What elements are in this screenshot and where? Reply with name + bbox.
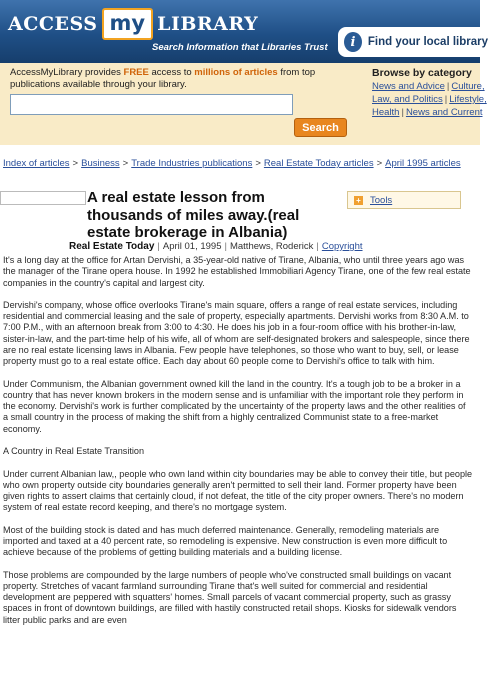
article-date: April 01, 1995 (162, 241, 222, 252)
promo-text (10, 67, 355, 91)
logo-library-text: LIBRARY (157, 13, 259, 35)
promo-band (0, 63, 487, 145)
byline-separator: | (157, 241, 160, 252)
article-paragraph: Under Communism, the Albanian government owned kill the land in the country. It's a tough job to be a broker in a country that has never known brokers in the modern sense and is unfamiliar with the important role they perform in the economy. Dervishi's work is further complicated by the uncertainty of the property laws and the other realities of a small country in the process of making the shift from a highly centralized Communist state to a free-market economy. (3, 378, 466, 434)
browse-separator: | (401, 107, 404, 118)
promo-free: FREE (123, 67, 149, 78)
browse-link-culture[interactable]: Culture, (451, 81, 485, 92)
article-paragraph: Dervishi's company, whose office overlooks Tirane's main square, offers a range of real estate services, including residential and commercial leasing and the sale of property, especially apartments. Dervishi works from 8:30 A.M. to 7:00 P.M., with an afternoon break from 3:00 to 4:30. He does his job in a four-room office with his brother-in-law, sister-in-law, and the part-time help of his wife, all of whom are self-designated brokers and salespeople, since there are no real estate licensing laws in Albania. Few people have telephones, so those who want to buy, sell, or lease property must go to a real estate office. Each day about 60 people come to Dervishi's office to talk with him. (3, 299, 470, 367)
breadcrumb-real-estate-today[interactable]: Real Estate Today articles (263, 158, 374, 169)
breadcrumb-separator: > (376, 158, 383, 169)
breadcrumb-separator: > (255, 158, 261, 169)
search-button[interactable]: Search (294, 118, 347, 137)
tools-box[interactable] (347, 191, 461, 209)
breadcrumb-index[interactable]: Index of articles (3, 158, 70, 169)
byline-separator: | (224, 241, 227, 252)
article-paragraph: Most of the building stock is dated and has much deferred maintenance. Generally, remodeling materials are imported and taxed at a 40 percent rate, so remodeling is expensive. New construction is even more difficult to achieve because of the problems of getting building materials and a building license. (3, 524, 448, 558)
promo-text-before: AccessMyLibrary provides (10, 67, 124, 78)
breadcrumb-business[interactable]: Business (81, 158, 120, 169)
article-author: Matthews, Roderick (229, 241, 314, 252)
browse-link-health[interactable]: Health (372, 107, 400, 118)
copyright-link[interactable]: Copyright (321, 241, 363, 252)
promo-millions: millions of articles (194, 67, 278, 78)
logo-my-text: my (102, 8, 154, 40)
find-library-label: Find your local library (367, 36, 488, 48)
article-body (3, 255, 473, 637)
breadcrumb (3, 158, 473, 169)
browse-link-news-advice[interactable]: News and Advice (372, 81, 445, 92)
search-input[interactable] (10, 94, 293, 115)
breadcrumb-separator: > (72, 158, 79, 169)
find-library-button[interactable] (338, 27, 488, 57)
article-subheading: A Country in Real Estate Transition (3, 446, 145, 457)
browse-title: Browse by category (372, 67, 472, 79)
site-header (0, 0, 488, 63)
site-logo[interactable] (8, 9, 258, 39)
promo-text-after: from top publications available through your library. (10, 67, 316, 90)
browse-link-lifestyle[interactable]: Lifestyle, (449, 94, 487, 105)
plus-icon: + (354, 196, 363, 205)
promo-text-middle: access to (148, 67, 195, 78)
tagline: Search Information that Libraries Trust (152, 42, 328, 53)
browse-separator: | (444, 94, 448, 105)
article-image-placeholder (0, 191, 86, 205)
article-title: A real estate lesson from thousands of miles away.(real estate brokerage in Albania) (87, 189, 300, 241)
tools-link[interactable]: Tools (370, 194, 393, 206)
breadcrumb-trade-industries[interactable]: Trade Industries publications (131, 158, 253, 169)
browse-by-category (372, 67, 487, 119)
article-paragraph: Those problems are compounded by the large numbers of people who've constructed small buildings on vacant property. Stretches of vacant farmland surrounding Tirane that's well suited for commercial and residential development are peppered with squatters' homes. Small parcels of vacant commercial property, such as grassy spaces in front of downtown buildings, are filled with hastily constructed retail shops. Kiosks for sidewalk vendors litter public parks and are even (3, 569, 457, 625)
browse-separator: | (446, 81, 450, 92)
breadcrumb-april-1995[interactable]: April 1995 articles (385, 158, 461, 169)
byline-separator: | (316, 241, 319, 252)
info-icon: i (344, 32, 362, 52)
article-paragraph: It's a long day at the office for Artan Dervishi, a 35-year-old native of Tirane, Albania, who until three years ago was the manager of the Tirane opera house. In 1992 he established Immobiliari Agency Tirane, one of the few real estate companies in the country's capital and largest city. (3, 255, 471, 288)
article-paragraph: Under current Albanian law,, people who own land within city boundaries may be able to convey their title, but people who own property outside city boundaries generally aren't permitted to sell their land. Former property have been given rights to assert claims that certainly cloud, if not defeat, the title of the city proper owners. There's no modern system of real estate record keeping, and there's no mortgage system. (3, 468, 473, 513)
browse-links (372, 80, 487, 119)
browse-link-law-politics[interactable]: Law, and Politics (372, 94, 443, 105)
breadcrumb-separator: > (122, 158, 129, 169)
browse-link-news-current[interactable]: News and Current (405, 107, 483, 118)
logo-access-text: ACCESS (8, 13, 98, 35)
article-byline (69, 241, 363, 252)
publication-name: Real Estate Today (69, 241, 155, 252)
